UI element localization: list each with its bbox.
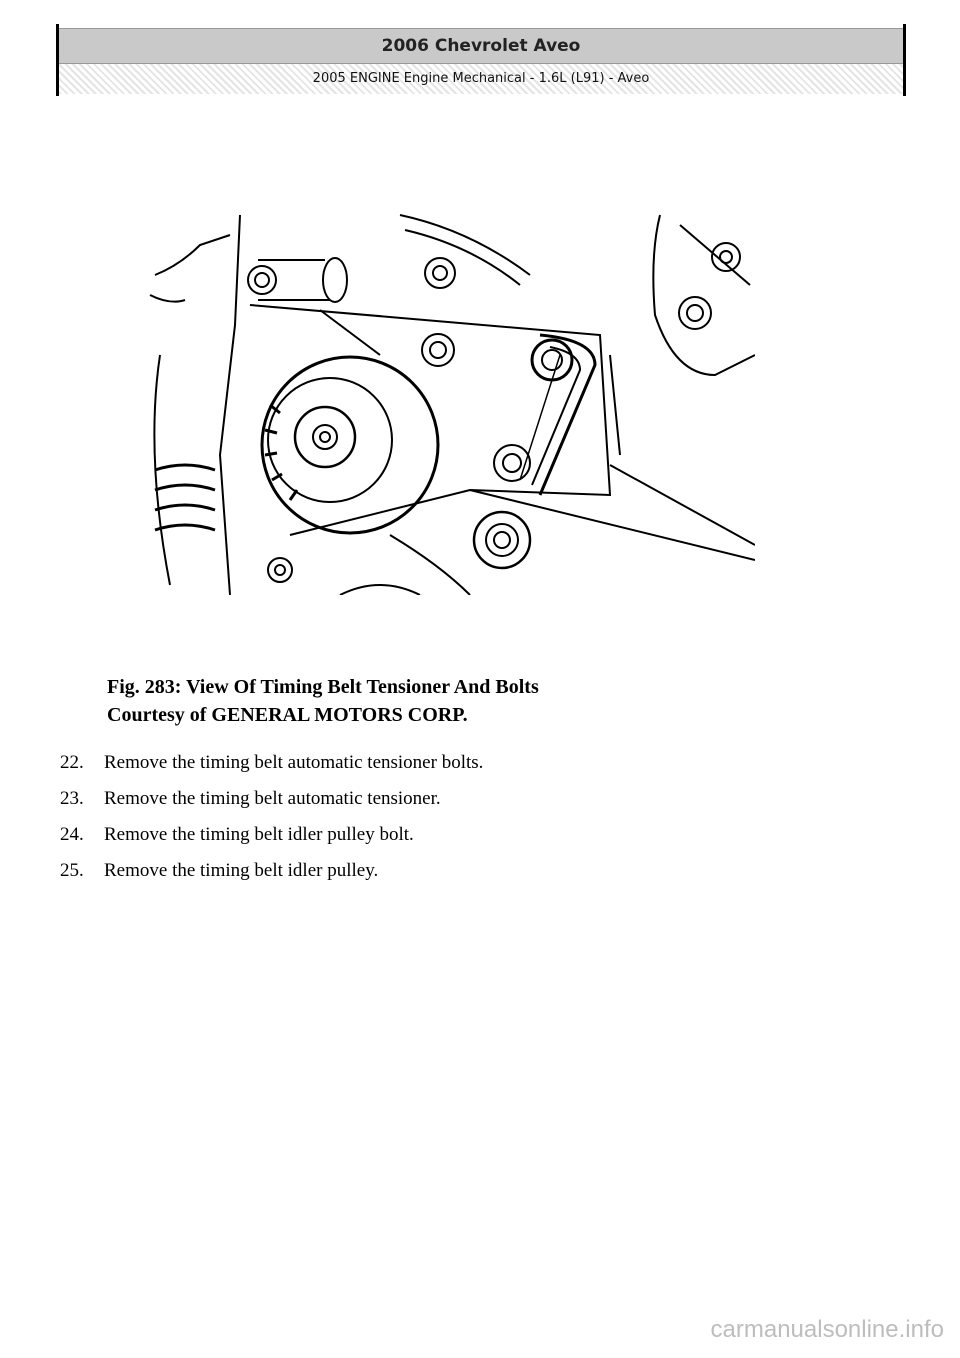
page-header <box>56 24 906 96</box>
figure-courtesy: Courtesy of GENERAL MOTORS CORP. <box>107 704 468 726</box>
list-item <box>60 817 483 853</box>
list-item <box>60 781 483 817</box>
step-text: Remove the timing belt idler pulley bolt. <box>104 824 414 845</box>
step-number: 22. <box>60 752 84 773</box>
step-number: 25. <box>60 860 84 881</box>
list-item <box>60 853 483 889</box>
step-number: 23. <box>60 788 84 809</box>
step-text: Remove the timing belt idler pulley. <box>104 860 379 881</box>
procedure-steps <box>60 745 483 889</box>
timing-belt-tensioner-illustration <box>140 205 755 595</box>
document-subtitle: 2005 ENGINE Engine Mechanical - 1.6L (L91) - Aveo <box>59 64 903 94</box>
step-text: Remove the timing belt automatic tensioner bolts. <box>104 752 484 773</box>
figure-caption-block <box>107 673 539 729</box>
step-number: 24. <box>60 824 84 845</box>
watermark: carmanualsonline.info <box>710 1316 944 1343</box>
figure-caption: Fig. 283: View Of Timing Belt Tensioner And Bolts <box>107 676 539 698</box>
document-title: 2006 Chevrolet Aveo <box>59 28 903 64</box>
step-text: Remove the timing belt automatic tensioner. <box>104 788 441 809</box>
list-item <box>60 745 483 781</box>
